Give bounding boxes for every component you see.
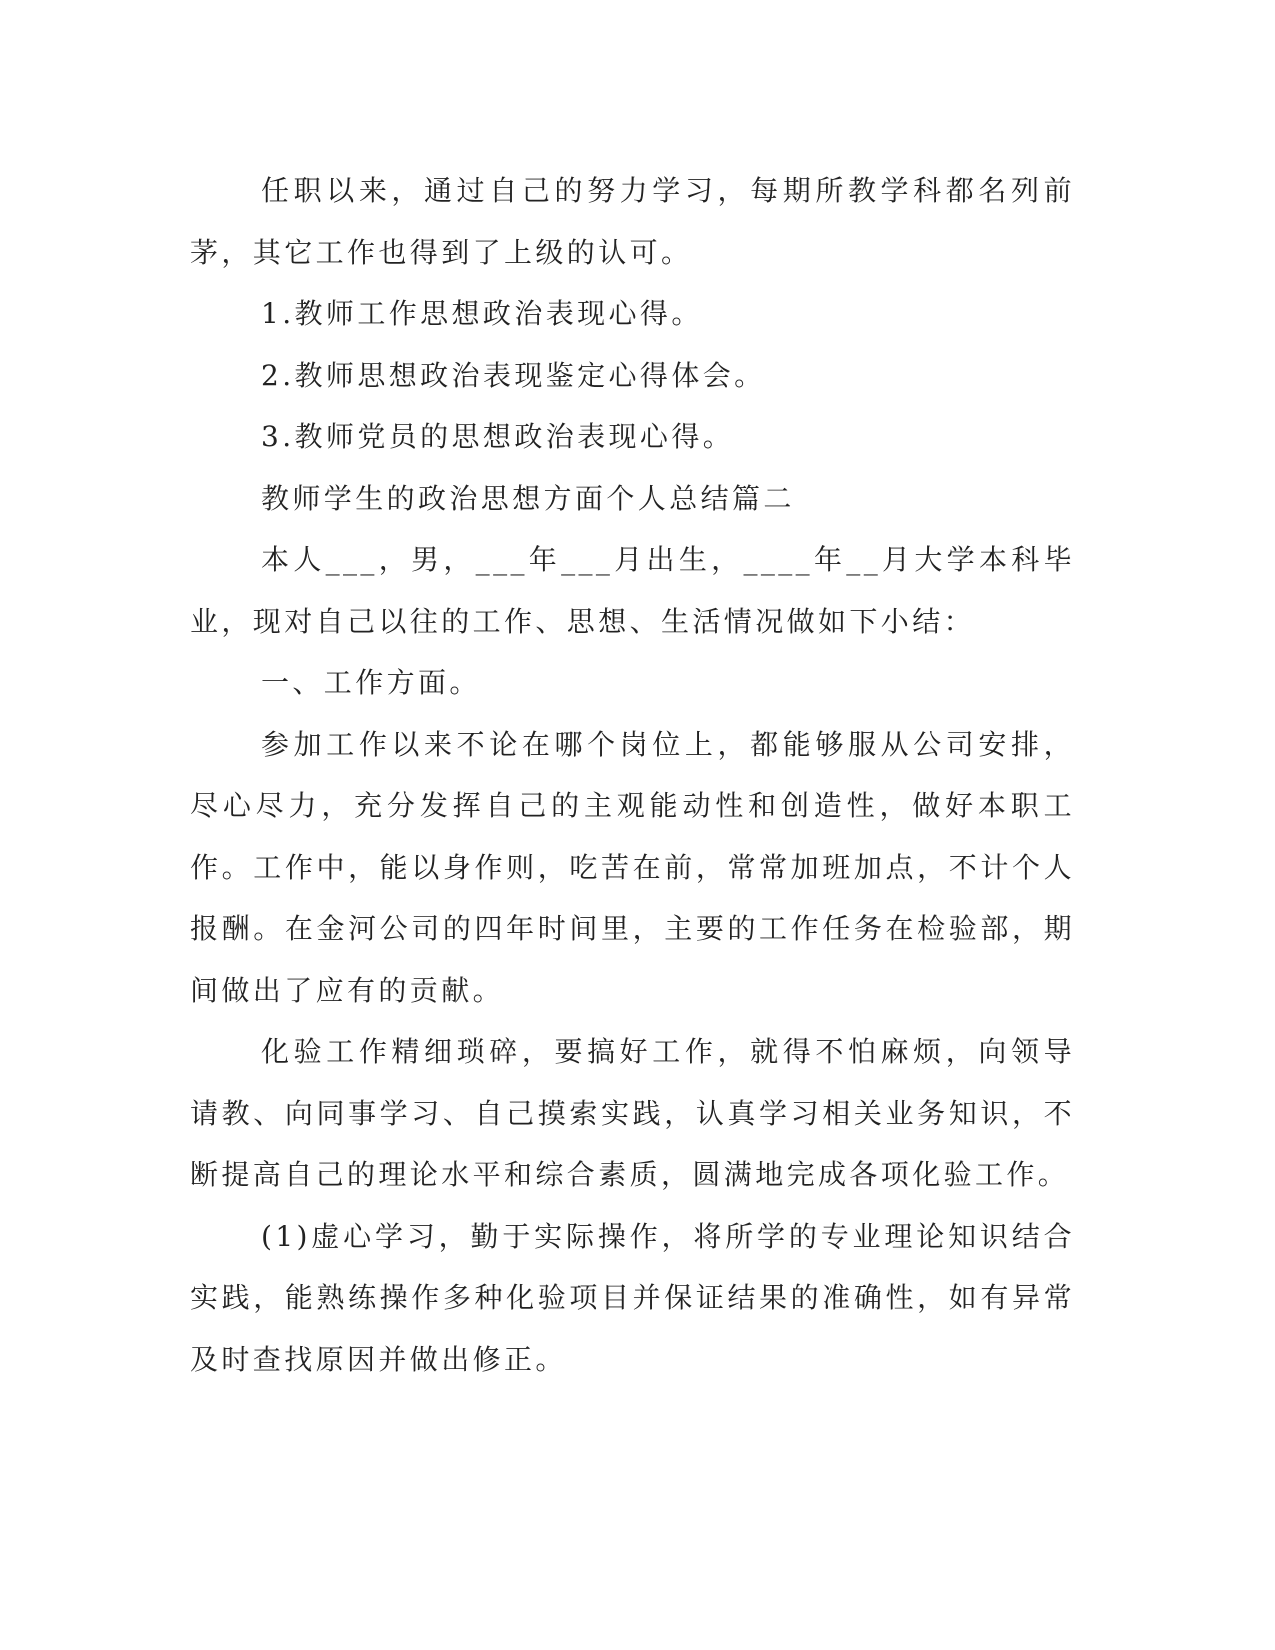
section-title: 教师学生的政治思想方面个人总结篇二 — [261, 481, 795, 515]
section-heading-work: 一、工作方面。 — [261, 666, 481, 699]
paragraph-intro: 任职以来，通过自己的努力学习，每期所教学科都名列前茅，其它工作也得到了上级的认可。 — [190, 174, 1075, 269]
document-body — [190, 160, 1075, 1390]
list-item-3: 3.教师党员的思想政治表现心得。 — [261, 420, 735, 453]
list-item-2: 2.教师思想政治表现鉴定心得体会。 — [261, 358, 766, 392]
paragraph-lab-work: 化验工作精细琐碎，要搞好工作，就得不怕麻烦，向领导请教、向同事学习、自己摸索实践，认真学习相关业务知识，不断提高自己的理论水平和综合素质，圆满地完成各项化验工作。 — [190, 1035, 1075, 1191]
paragraph-item-1: (1)虚心学习，勤于实际操作，将所学的专业理论知识结合实践，能熟练操作多种化验项目并保证结果的准确性，如有异常及时查找原因并做出修正。 — [190, 1219, 1075, 1376]
paragraph-work-attitude: 参加工作以来不论在哪个岗位上，都能够服从公司安排，尽心尽力，充分发挥自己的主观能动性和创造性，做好本职工作。工作中，能以身作则，吃苦在前，常常加班加点，不计个人报酬。在金河公司的四年时间里，主要的工作任务在检验部，期间做出了应有的贡献。 — [190, 727, 1075, 1007]
paragraph-self-intro: 本人___，男，___年___月出生，____年__月大学本科毕业，现对自己以往的工作、思想、生活情况做如下小结： — [190, 543, 1075, 638]
list-item-1: 1.教师工作思想政治表现心得。 — [261, 297, 703, 330]
